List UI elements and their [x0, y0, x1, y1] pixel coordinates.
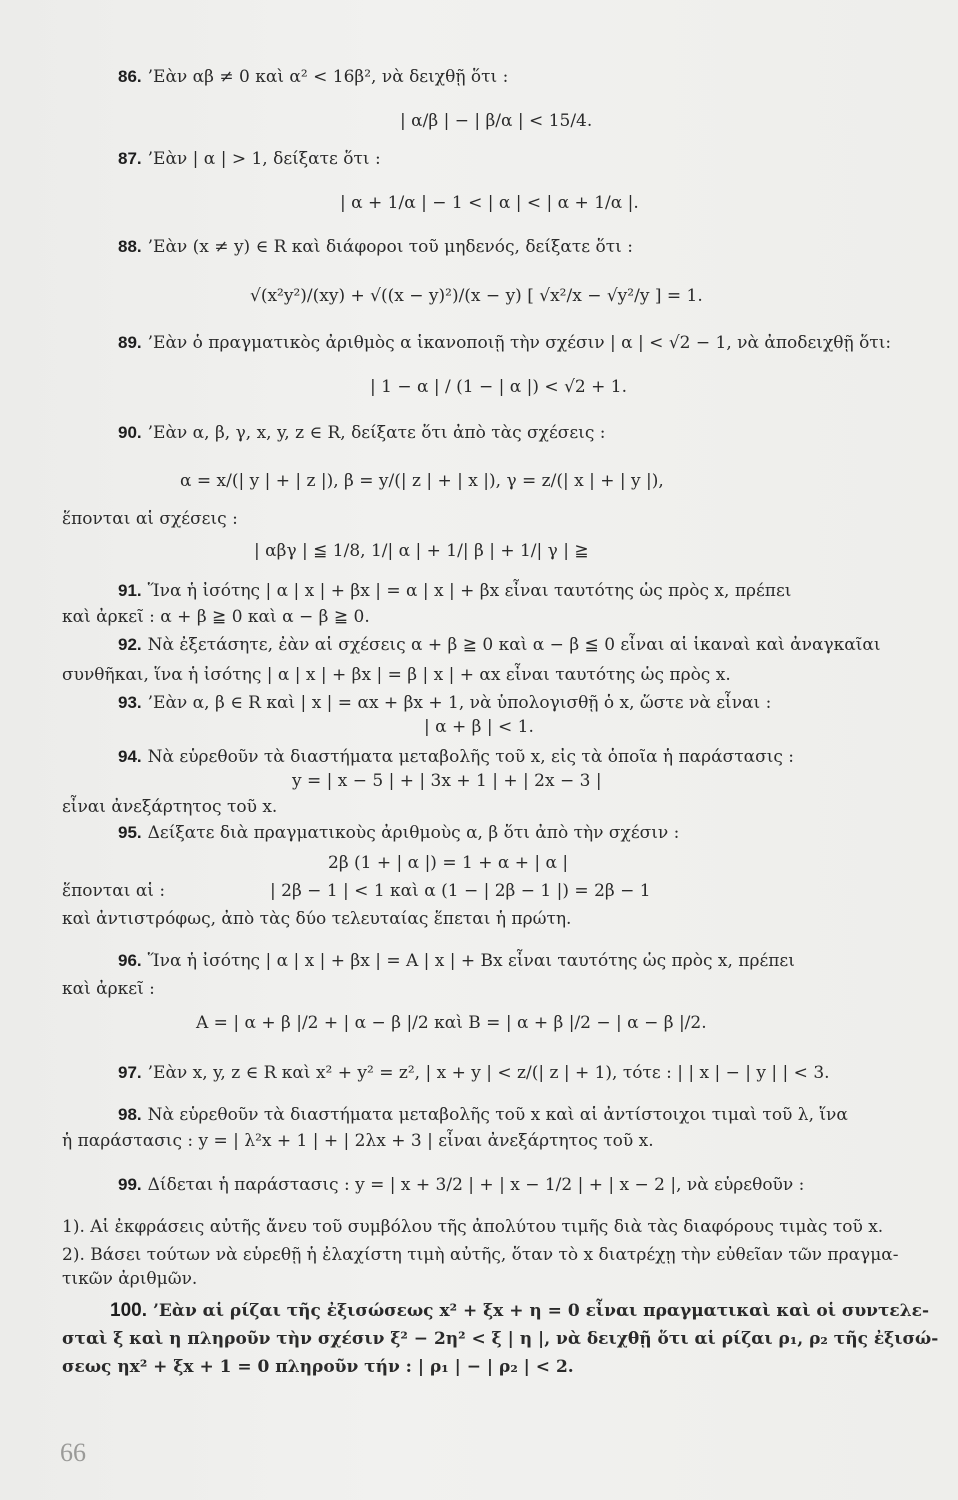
- problem-text: ’Εὰν x, y, z ∈ R καὶ x² + y² = z², | x + y | < z/(| z | + 1), τότε : | | x | − | y | | < 3.: [147, 1063, 830, 1083]
- problem-89: [118, 332, 891, 354]
- problem-text: ’Εὰν α, β ∈ R καὶ | x | = αx + βx + 1, νὰ ὑπολογισθῇ ὁ x, ὥστε νὰ εἶναι :: [147, 693, 772, 713]
- problem-94: [118, 746, 794, 768]
- problem-100: [110, 1300, 929, 1322]
- problem-98: [118, 1104, 848, 1126]
- problem-number: 92.: [118, 635, 142, 654]
- problem-number: 88.: [118, 237, 142, 256]
- formula-94: y = | x − 5 | + | 3x + 1 | + | 2x − 3 |: [292, 771, 602, 791]
- problem-text: Νὰ εὑρεθοῦν τὰ διαστήματα μεταβολῆς τοῦ x, εἰς τὰ ὁποῖα ἡ παράστασις :: [147, 747, 795, 767]
- problem-100-continuation-2: σεως ηx² + ξx + 1 = 0 πληροῦν τήν : | ρ₁ | − | ρ₂ | < 2.: [62, 1357, 574, 1377]
- problem-number: 97.: [118, 1063, 142, 1082]
- problem-text: Νὰ ἐξετάσητε, ἐὰν αἱ σχέσεις α + β ≧ 0 καὶ α − β ≦ 0 εἶναι αἱ ἱκαναὶ καὶ ἀναγκαῖαι: [147, 635, 881, 655]
- problem-95: [118, 822, 679, 844]
- formula-95: 2β (1 + | α |) = 1 + α + | α |: [328, 853, 569, 873]
- problem-number: 99.: [118, 1175, 142, 1194]
- problem-99-item-1: 1). Αἱ ἐκφράσεις αὐτῆς ἄνευ τοῦ συμβόλου τῆς ἀπολύτου τιμῆς διὰ τὰς διαφόρους τιμὰς τοῦ x.: [62, 1217, 884, 1237]
- formula-90-b: | αβγ | ≦ 1/8, 1/| α | + 1/| β | + 1/| γ | ≧: [254, 541, 589, 561]
- problem-96: [118, 950, 795, 972]
- problem-text: Δίδεται ἡ παράστασις : y = | x + 3/2 | + | x − 1/2 | + | x − 2 |, νὰ εὑρεθοῦν :: [147, 1175, 805, 1195]
- problem-94-continuation: εἶναι ἀνεξάρτητος τοῦ x.: [62, 797, 278, 817]
- page-number: 66: [60, 1438, 86, 1467]
- formula-90: α = x/(| y | + | z |), β = y/(| z | + | x |), γ = z/(| x | + | y |),: [180, 471, 664, 491]
- problem-text: ’Εὰν αβ ≠ 0 καὶ α² < 16β², νὰ δειχθῇ ὅτι :: [147, 67, 509, 87]
- formula-89: | 1 − α | / (1 − | α |) < √2 + 1.: [370, 377, 627, 397]
- problem-text: ’Εὰν α, β, γ, x, y, z ∈ R, δείξατε ὅτι ἀπὸ τὰς σχέσεις :: [147, 423, 606, 443]
- problem-number: 94.: [118, 747, 142, 766]
- problem-text: Νὰ εὑρεθοῦν τὰ διαστήματα μεταβολῆς τοῦ x καὶ αἱ ἀντίστοιχοι τιμαὶ τοῦ λ, ἵνα: [147, 1105, 848, 1125]
- problem-number: 86.: [118, 67, 142, 86]
- problem-text: ’Εὰν (x ≠ y) ∈ R καὶ διάφοροι τοῦ μηδενός, δείξατε ὅτι :: [147, 237, 633, 257]
- problem-87: [118, 148, 381, 170]
- problem-text: ’Εὰν ὁ πραγματικὸς ἀριθμὸς α ἱκανοποιῇ τὴν σχέσιν | α | < √2 − 1, νὰ ἀποδειχθῇ ὅτι:: [147, 333, 892, 353]
- problem-90-continuation: ἕπονται αἱ σχέσεις :: [62, 509, 238, 529]
- problem-text: Δείξατε διὰ πραγματικοὺς ἀριθμοὺς α, β ὅτι ἀπὸ τὴν σχέσιν :: [147, 823, 680, 843]
- problem-number: 95.: [118, 823, 142, 842]
- problem-number: 91.: [118, 581, 142, 600]
- formula-88: √(x²y²)/(xy) + √((x − y)²)/(x − y) [ √x²/x − √y²/y ] = 1.: [250, 286, 703, 306]
- problem-92-continuation: συνθῆκαι, ἵνα ἡ ἰσότης | α | x | + βx | = β | x | + αx εἶναι ταυτότης ὡς πρὸς x.: [62, 665, 731, 685]
- formula-87: | α + 1/α | − 1 < | α | < | α + 1/α |.: [340, 193, 639, 213]
- problem-92: [118, 634, 881, 656]
- problem-99-item-2-continuation: τικῶν ἀριθμῶν.: [62, 1269, 198, 1289]
- problem-100-continuation: σταὶ ξ καὶ η πληροῦν τὴν σχέσιν ξ² − 2η² < ξ | η |, νὰ δειχθῇ ὅτι αἱ ρίζαι ρ₁, ρ₂ τῆς ἐξισώ-: [62, 1329, 939, 1349]
- problem-number: 93.: [118, 693, 142, 712]
- problem-number: 90.: [118, 423, 142, 442]
- problem-96-continuation: καὶ ἀρκεῖ :: [62, 979, 155, 999]
- problem-text: Ἵνα ἡ ἰσότης | α | x | + βx | = α | x | + βx εἶναι ταυτότης ὡς πρὸς x, πρέπει: [147, 581, 792, 601]
- problem-99: [118, 1174, 804, 1196]
- formula-93: | α + β | < 1.: [424, 717, 534, 737]
- problem-text: Ἵνα ἡ ἰσότης | α | x | + βx | = A | x | + Bx εἶναι ταυτότης ὡς πρὸς x, πρέπει: [147, 951, 795, 971]
- problem-99-item-2: 2). Βάσει τούτων νὰ εὑρεθῇ ἡ ἐλαχίστη τιμὴ αὐτῆς, ὅταν τὸ x διατρέχῃ τὴν εὐθεῖαν τῶν πραγμα-: [62, 1245, 899, 1265]
- problem-86: [118, 66, 508, 88]
- problem-number: 100.: [110, 1300, 147, 1321]
- problem-97: [118, 1062, 830, 1084]
- problem-91: [118, 580, 791, 602]
- problem-90: [118, 422, 606, 444]
- formula-96: A = | α + β |/2 + | α − β |/2 καὶ B = | α + β |/2 − | α − β |/2.: [196, 1013, 707, 1033]
- problem-number: 89.: [118, 333, 142, 352]
- problem-88: [118, 236, 633, 258]
- problem-93: [118, 692, 771, 714]
- problem-number: 87.: [118, 149, 142, 168]
- problem-text: ’Εὰν αἱ ρίζαι τῆς ἐξισώσεως x² + ξx + η = 0 εἶναι πραγματικαὶ καὶ οἱ συντελε-: [152, 1301, 930, 1321]
- problem-91-continuation: καὶ ἀρκεῖ : α + β ≧ 0 καὶ α − β ≧ 0.: [62, 607, 370, 627]
- problem-98-continuation: ἡ παράστασις : y = | λ²x + 1 | + | 2λx + 3 | εἶναι ἀνεξάρτητος τοῦ x.: [62, 1131, 654, 1151]
- problem-number: 98.: [118, 1105, 142, 1124]
- problem-95-continuation-2: καὶ ἀντιστρόφως, ἀπὸ τὰς δύο τελευταίας ἕπεται ἡ πρώτη.: [62, 909, 572, 929]
- problem-text: ’Εὰν | α | > 1, δείξατε ὅτι :: [147, 149, 381, 169]
- problem-95-continuation: ἕπονται αἱ :: [62, 881, 166, 901]
- formula-95-b: | 2β − 1 | < 1 καὶ α (1 − | 2β − 1 |) = 2β − 1: [270, 881, 651, 901]
- problem-number: 96.: [118, 951, 142, 970]
- formula-86: | α/β | − | β/α | < 15/4.: [400, 111, 593, 131]
